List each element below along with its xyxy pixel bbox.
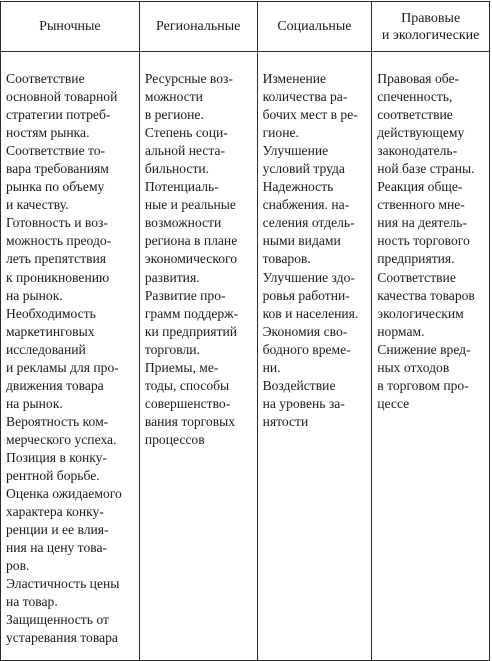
cell-text-line: ной базе страны. (377, 161, 475, 177)
cell-text-line: ных отходов (377, 359, 450, 375)
cell-text-line: ные и реальные (144, 197, 236, 213)
cell-text-line: Необходимость (6, 305, 96, 321)
header-legal-ecological (372, 2, 490, 52)
cell-text-line: экологическим (377, 305, 464, 321)
cell-text-line: вара требованиям (6, 161, 109, 177)
cell-text-line: на рынок. (6, 395, 63, 411)
cell-text-line: товаров. (262, 251, 311, 267)
cell-text-line: можности (144, 89, 203, 105)
cell-text-line: бодного време- (262, 341, 351, 357)
header-text: и экологические (381, 27, 480, 43)
cell-text-line: Улучшение (262, 143, 329, 159)
factors-table (0, 1, 490, 661)
cell-text-line: на рынок. (6, 287, 63, 303)
cell-text-line: в регионе. (144, 107, 204, 123)
cell-text-line: Эластичность цены (6, 576, 120, 592)
header-text: Правовые (401, 10, 461, 26)
cell-text-line: экономического (144, 251, 238, 267)
cell-text-line: Улучшение здо- (262, 269, 355, 285)
cell-text-line: количества ра- (262, 89, 348, 105)
cell-text-line: к проникновению (6, 269, 110, 285)
cell-text-line: ков и населения. (262, 305, 359, 321)
cell-text-line: Позиция в конку- (6, 449, 107, 465)
header-text: Рыночные (39, 19, 101, 34)
table-row (1, 52, 490, 661)
cell-text-line: Соответствие (377, 269, 456, 285)
cell-text-line: ренции и ее влия- (6, 522, 109, 538)
cell-text-line: нормам. (377, 323, 425, 339)
cell-text-line: и рекламы для про- (6, 359, 119, 375)
cell-text-line: Потенциаль- (144, 179, 219, 195)
cell-text-line: ки предприятий (144, 323, 238, 339)
cell-text-line: развития. (144, 269, 200, 285)
cell-text-line: основной товарной (6, 89, 118, 105)
cell-text-line: Правовая обе- (377, 71, 460, 86)
cell-text-line: цессе (377, 395, 410, 411)
cell-text-line: Соответствие (6, 71, 85, 86)
cell-text-line: Экономия сво- (262, 323, 348, 339)
cell-text-line: Реакция обще- (377, 179, 463, 195)
header-row (1, 2, 490, 52)
cell-text-line: Изменение (262, 71, 327, 86)
cell-social (257, 52, 372, 661)
cell-text-line: на уровень за- (262, 395, 345, 411)
cell-text-line: ния на деятель- (377, 215, 467, 231)
cell-text-line: торговли. (144, 341, 200, 357)
cell-text-line: спеченность, (377, 89, 453, 105)
cell-text-line: и качеству. (6, 197, 69, 213)
cell-text-line: вания торговых (144, 413, 236, 429)
cell-text-line: Ресурсные воз- (144, 71, 233, 86)
cell-text-line: ровья работни- (262, 287, 350, 303)
cell-text-line: Защищенность от (6, 612, 109, 628)
header-market (1, 2, 140, 52)
cell-text-line: нятости (262, 413, 309, 429)
cell-text-line: гионе. (262, 125, 299, 141)
cell-text-line: ров. (6, 558, 30, 574)
cell-text-line: тоды, способы (144, 377, 230, 393)
cell-text-line: Оценка ожидаемого (6, 486, 122, 502)
cell-text-line: Степень соци- (144, 125, 228, 141)
cell-legal-ecological (372, 52, 490, 661)
cell-text-line: предприятия. (377, 251, 455, 267)
cell-text-line: законодатель- (377, 143, 458, 159)
cell-text-line: Снижение вред- (377, 341, 471, 357)
cell-text-line: в торговом про- (377, 377, 469, 393)
cell-text-line: рентной борьбе. (6, 468, 100, 484)
header-text: Региональные (156, 19, 241, 34)
cell-text-line: ния на цену това- (6, 540, 108, 556)
cell-text-line: возможности (144, 215, 222, 231)
cell-text-line: ностям рынка. (6, 125, 90, 141)
cell-text-line: Надежность (262, 179, 334, 195)
cell-text-line: Развитие про- (144, 287, 226, 303)
cell-regional (139, 52, 257, 661)
cell-text-line: соответствие (377, 107, 453, 123)
cell-text-line: процессов (144, 431, 205, 447)
cell-text-line: Воздействие (262, 377, 336, 393)
cell-text-line: леть препятствия (6, 251, 107, 267)
cell-text-line: снабжения. на- (262, 197, 350, 213)
cell-text-line: бильности. (144, 161, 210, 177)
cell-text-line: Приемы, ме- (144, 359, 219, 375)
cell-text-line: условий труда (262, 161, 345, 177)
cell-text-line: мерческого успеха. (6, 431, 117, 447)
cell-text-line: на товар. (6, 594, 58, 610)
cell-market (1, 52, 140, 661)
cell-text-line: ными видами (262, 233, 341, 249)
cell-text-line: характера конку- (6, 504, 104, 520)
cell-text-line: действующему (377, 125, 465, 141)
cell-text-line: устаревания товара (6, 630, 118, 646)
cell-text-line: Готовность и воз- (6, 215, 108, 231)
header-text: Социальные (277, 19, 352, 34)
cell-text-line: ственного мне- (377, 197, 465, 213)
cell-text-line: можность преодо- (6, 233, 112, 249)
cell-text-line: маркетинговых (6, 323, 95, 339)
cell-text-line: стратегии потреб- (6, 107, 111, 123)
cell-text-line: исследований (6, 341, 86, 357)
cell-text-line: грамм поддерж- (144, 305, 239, 321)
cell-text-line: рынка по объему (6, 179, 105, 195)
header-regional (139, 2, 257, 52)
cell-text-line: Вероятность ком- (6, 413, 109, 429)
cell-text-line: бочих мест в ре- (262, 107, 358, 123)
cell-text-line: альной неста- (144, 143, 226, 159)
cell-text-line: совершенство- (144, 395, 231, 411)
cell-text-line: региона в плане (144, 233, 238, 249)
header-social (257, 2, 372, 52)
cell-text-line: движения товара (6, 377, 104, 393)
cell-text-line: качества товаров (377, 287, 475, 303)
cell-text-line: Соответствие то- (6, 143, 106, 159)
cell-text-line: ни. (262, 359, 281, 375)
cell-text-line: селения отдель- (262, 215, 355, 231)
cell-text-line: ность торгового (377, 233, 470, 249)
